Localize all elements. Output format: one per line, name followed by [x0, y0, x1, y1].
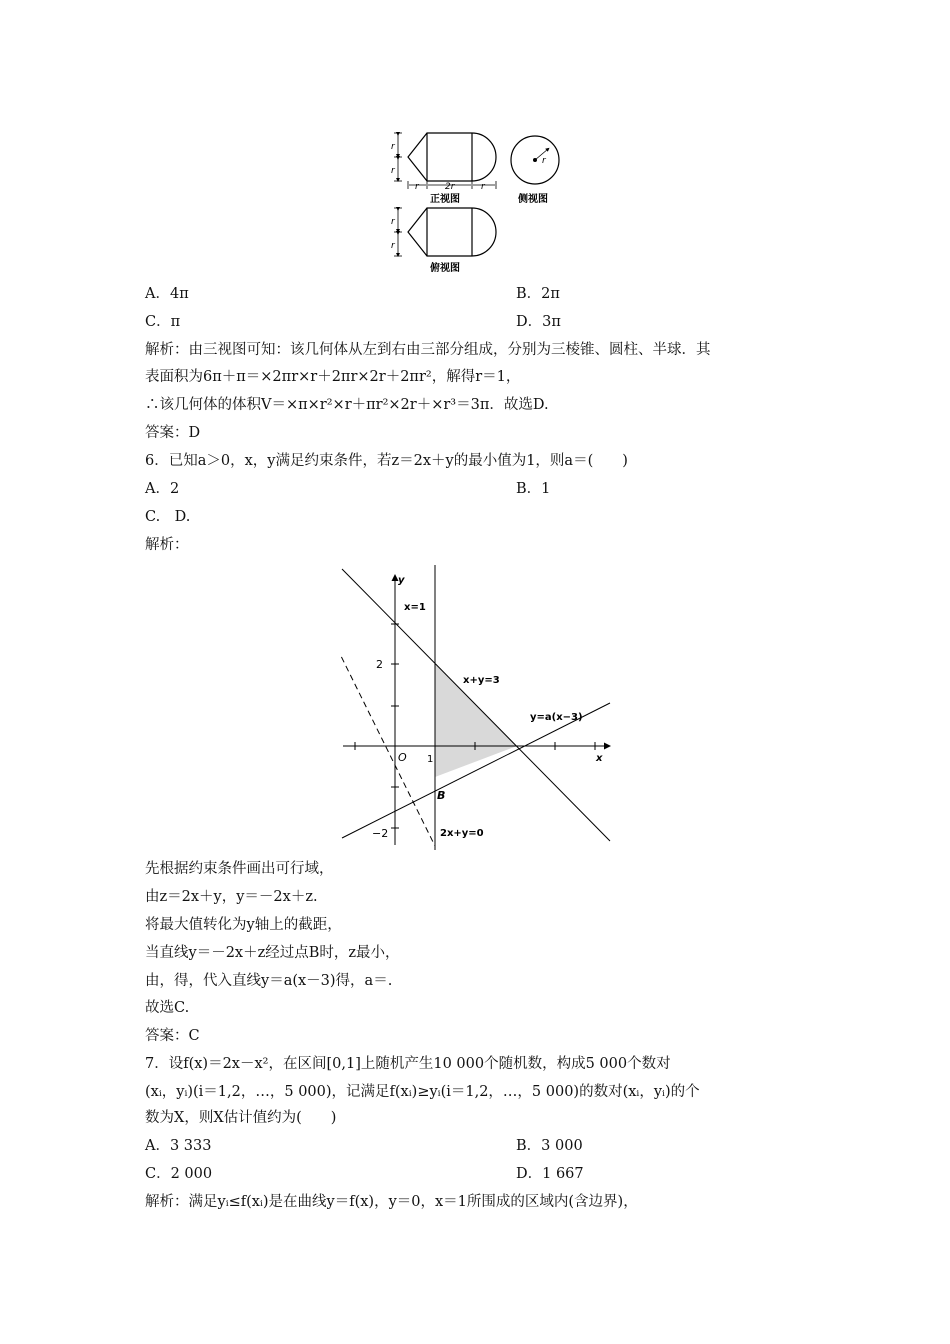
q7-stem-line: 数为X，则X估计值约为( ) — [145, 1110, 337, 1126]
q7-option-b: B．3 000 — [516, 1138, 583, 1154]
top-view-shape — [408, 208, 496, 256]
q7-stem-line: (xᵢ，yᵢ)(i＝1,2，…，5 000)，记满足f(xᵢ)≥yᵢ(i＝1,2，…，5 000)的数对(xᵢ，yᵢ)的个 — [145, 1084, 700, 1100]
dim-label-r: r — [391, 217, 395, 227]
dim-label-r: r — [391, 142, 395, 152]
q6-stem: 6．已知a＞0，x，y满足约束条件，若z＝2x＋y的最小值为1，则a＝( ) — [145, 453, 628, 469]
label-x-plus-y-3: x+y=3 — [463, 675, 500, 686]
front-view-shape — [408, 133, 496, 181]
label-y-a-x-3: y=a(x−3) — [530, 712, 583, 723]
q6-option-a: A．2 — [145, 481, 180, 497]
front-view-label: 正视图 — [430, 194, 460, 205]
dim-label-2r: 2r — [445, 182, 455, 192]
q6-step: 当直线y＝－2x＋z经过点B时，z最小， — [145, 945, 400, 961]
q5-option-d: D．3π — [516, 314, 561, 330]
dim-label-r: r — [391, 166, 395, 176]
x-axis-label: x — [596, 753, 603, 764]
tick-label-neg2: −2 — [372, 827, 389, 840]
q7-option-a: A．3 333 — [145, 1138, 212, 1154]
origin-label: O — [398, 751, 407, 764]
q5-option-a: A．4π — [145, 286, 189, 302]
line-x-plus-y-3 — [342, 569, 610, 841]
y-axis-label: y — [398, 575, 405, 586]
point-b-label: B — [437, 789, 446, 802]
q5-analysis-line: ∴该几何体的体积V＝×π×r²×r＋πr²×2r＋×r³＝3π．故选D. — [145, 397, 549, 413]
q6-step: 先根据约束条件画出可行域， — [145, 861, 334, 877]
q5-answer: 答案：D — [145, 425, 201, 441]
label-x-equals-1: x=1 — [404, 602, 426, 613]
q5-analysis-line: 解析：由三视图可知：该几何体从左到右由三部分组成，分别为三棱锥、圆柱、半球．其 — [145, 342, 711, 358]
q5-option-c: C．π — [145, 314, 181, 330]
q6-option-cd: C. D. — [145, 509, 191, 525]
label-2x-plus-y-0: 2x+y=0 — [440, 828, 484, 839]
tick-label-1: 1 — [427, 754, 434, 765]
q6-answer: 答案：C — [145, 1028, 200, 1044]
q5-option-b: B．2π — [516, 286, 560, 302]
q7-option-c: C．2 000 — [145, 1166, 213, 1182]
q6-analysis-label: 解析： — [145, 537, 189, 553]
radius-label: r — [542, 156, 546, 166]
q7-analysis: 解析：满足yᵢ≤f(xᵢ)是在曲线y＝f(x)，y＝0，x＝1所围成的区域内(含边界)， — [145, 1194, 638, 1210]
dim-label-r: r — [391, 241, 395, 251]
q6-step: 故选C. — [145, 1000, 190, 1016]
q6-step: 由，得，代入直线y＝a(x－3)得，a＝. — [145, 973, 393, 989]
tick-label-2: 2 — [376, 658, 383, 671]
q7-option-d: D．1 667 — [516, 1166, 584, 1182]
dim-label-r: r — [415, 182, 419, 192]
top-view-label: 俯视图 — [430, 263, 460, 274]
feasible-region-graph — [340, 565, 615, 850]
side-view-label: 侧视图 — [518, 194, 548, 205]
q6-step: 由z＝2x＋y，y＝－2x＋z. — [145, 889, 318, 905]
dim-label-r: r — [481, 182, 485, 192]
q7-stem-line: 7．设f(x)＝2x－x²，在区间[0,1]上随机产生10 000个随机数，构成5 000个数对 — [145, 1056, 671, 1072]
three-view-figure — [380, 125, 580, 275]
q6-option-b: B．1 — [516, 481, 551, 497]
q5-analysis-line: 表面积为6π＋π＝×2πr×r＋2πr×2r＋2πr²，解得r＝1， — [145, 369, 521, 385]
line-2x-plus-y-0 — [340, 648, 435, 846]
q6-step: 将最大值转化为y轴上的截距， — [145, 917, 342, 933]
